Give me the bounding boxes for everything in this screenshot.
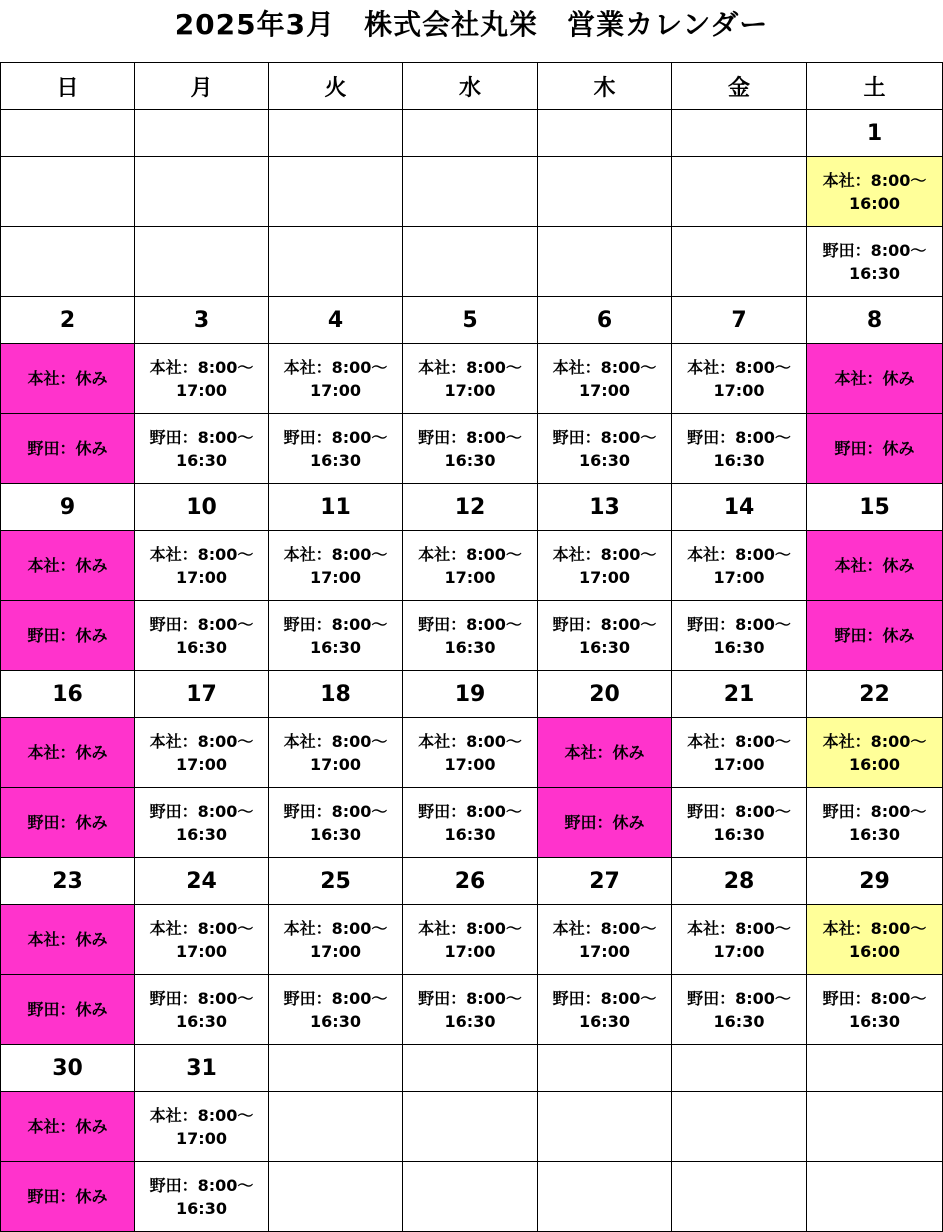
honsha-hours-cell [672, 157, 807, 227]
honsha-hours-cell [1, 718, 135, 788]
honsha-hours-cell [672, 344, 807, 414]
noda-hours-text: 野田：8:00～ 16:30 [149, 801, 254, 844]
weekday-header: 日 [1, 63, 135, 110]
noda-hours-row [1, 788, 943, 858]
noda-hours-text: 野田：8:00～ 16:30 [149, 1175, 254, 1218]
noda-hours-text: 野田：8:00～ 16:30 [418, 427, 522, 470]
date-row [1, 297, 943, 344]
noda-hours-row [1, 414, 943, 484]
honsha-hours-text: 本社：8:00～ 17:00 [283, 544, 388, 587]
noda-hours-cell [538, 1162, 672, 1232]
date-number: 12 [403, 484, 538, 531]
date-number: 10 [135, 484, 269, 531]
honsha-hours-text: 本社：休み [27, 369, 108, 388]
noda-hours-cell [807, 227, 943, 297]
date-number [403, 110, 538, 157]
honsha-hours-cell [538, 905, 672, 975]
noda-hours-cell [807, 414, 943, 484]
noda-hours-text: 野田：8:00～ 16:30 [687, 988, 791, 1031]
noda-hours-cell [269, 975, 403, 1045]
date-number: 6 [538, 297, 672, 344]
honsha-hours-cell [403, 531, 538, 601]
noda-hours-cell [1, 975, 135, 1045]
noda-hours-text: 野田：8:00～ 16:30 [418, 988, 522, 1031]
honsha-hours-row [1, 531, 943, 601]
honsha-hours-row [1, 718, 943, 788]
weekday-header: 水 [403, 63, 538, 110]
honsha-hours-text: 本社：8:00～ 17:00 [149, 731, 254, 774]
noda-hours-text: 野田：休み [27, 626, 108, 645]
noda-hours-cell [538, 788, 672, 858]
weekday-header-row [1, 63, 943, 110]
noda-hours-cell [538, 414, 672, 484]
noda-hours-row [1, 1162, 943, 1232]
honsha-hours-cell [269, 344, 403, 414]
noda-hours-text: 野田：8:00～ 16:30 [687, 427, 791, 470]
honsha-hours-text: 本社：8:00～ 16:00 [822, 731, 927, 774]
honsha-hours-cell [269, 905, 403, 975]
noda-hours-cell [672, 1162, 807, 1232]
noda-hours-cell [135, 975, 269, 1045]
honsha-hours-cell [672, 1092, 807, 1162]
date-row [1, 671, 943, 718]
honsha-hours-cell [538, 344, 672, 414]
noda-hours-cell [135, 788, 269, 858]
noda-hours-cell [403, 414, 538, 484]
noda-hours-text: 野田：8:00～ 16:30 [283, 801, 388, 844]
date-number: 8 [807, 297, 943, 344]
calendar-title: 2025年3月 株式会社丸栄 営業カレンダー [174, 8, 769, 41]
honsha-hours-text: 本社：8:00～ 17:00 [687, 731, 791, 774]
honsha-hours-row [1, 157, 943, 227]
noda-hours-text: 野田：8:00～ 16:30 [149, 614, 254, 657]
noda-hours-text: 野田：8:00～ 16:30 [552, 614, 657, 657]
noda-hours-cell [1, 414, 135, 484]
noda-hours-text: 野田：8:00～ 16:30 [418, 614, 522, 657]
honsha-hours-text: 本社：休み [27, 743, 108, 762]
honsha-hours-text: 本社：休み [27, 556, 108, 575]
date-row [1, 858, 943, 905]
honsha-hours-text: 本社：8:00～ 17:00 [687, 918, 791, 961]
noda-hours-cell [1, 227, 135, 297]
noda-hours-cell [403, 788, 538, 858]
date-number: 2 [1, 297, 135, 344]
date-number: 11 [269, 484, 403, 531]
noda-hours-cell [807, 601, 943, 671]
noda-hours-text: 野田：8:00～ 16:30 [418, 801, 522, 844]
noda-hours-row [1, 601, 943, 671]
noda-hours-text: 野田：8:00～ 16:30 [283, 614, 388, 657]
honsha-hours-cell [1, 1092, 135, 1162]
honsha-hours-cell [1, 344, 135, 414]
noda-hours-cell [269, 601, 403, 671]
noda-hours-text: 野田：8:00～ 16:30 [283, 427, 388, 470]
noda-hours-text: 野田：8:00～ 16:30 [822, 988, 927, 1031]
honsha-hours-text: 本社：8:00～ 17:00 [687, 357, 791, 400]
honsha-hours-cell [135, 157, 269, 227]
honsha-hours-cell [538, 531, 672, 601]
honsha-hours-text: 本社：8:00～ 17:00 [418, 918, 522, 961]
noda-hours-cell [269, 414, 403, 484]
date-number: 4 [269, 297, 403, 344]
honsha-hours-text: 本社：休み [27, 930, 108, 949]
date-number: 5 [403, 297, 538, 344]
honsha-hours-cell [135, 1092, 269, 1162]
honsha-hours-text: 本社：8:00～ 17:00 [418, 357, 522, 400]
date-number [269, 110, 403, 157]
date-number [672, 1045, 807, 1092]
date-number [269, 1045, 403, 1092]
noda-hours-cell [135, 414, 269, 484]
date-number: 28 [672, 858, 807, 905]
noda-hours-text: 野田：8:00～ 16:30 [283, 988, 388, 1031]
date-number [538, 1045, 672, 1092]
noda-hours-cell [672, 788, 807, 858]
honsha-hours-text: 本社：休み [564, 743, 645, 762]
honsha-hours-text: 本社：8:00～ 17:00 [149, 544, 254, 587]
date-number: 29 [807, 858, 943, 905]
noda-hours-text: 野田：8:00～ 16:30 [687, 614, 791, 657]
noda-hours-cell [538, 975, 672, 1045]
honsha-hours-cell [1, 531, 135, 601]
noda-hours-text: 野田：8:00～ 16:30 [822, 240, 927, 283]
honsha-hours-cell [807, 905, 943, 975]
honsha-hours-cell [403, 344, 538, 414]
date-row [1, 484, 943, 531]
honsha-hours-cell [672, 718, 807, 788]
honsha-hours-cell [807, 531, 943, 601]
date-number: 21 [672, 671, 807, 718]
noda-hours-text: 野田：休み [834, 626, 915, 645]
honsha-hours-cell [1, 905, 135, 975]
date-number: 27 [538, 858, 672, 905]
honsha-hours-text: 本社：8:00～ 16:00 [822, 918, 927, 961]
honsha-hours-row [1, 1092, 943, 1162]
honsha-hours-cell [135, 718, 269, 788]
honsha-hours-row [1, 344, 943, 414]
honsha-hours-cell [807, 157, 943, 227]
honsha-hours-row [1, 905, 943, 975]
weekday-header: 金 [672, 63, 807, 110]
date-number: 1 [807, 110, 943, 157]
noda-hours-text: 野田：8:00～ 16:30 [822, 801, 927, 844]
honsha-hours-cell [269, 718, 403, 788]
noda-hours-cell [135, 1162, 269, 1232]
noda-hours-cell [672, 227, 807, 297]
honsha-hours-cell [269, 1092, 403, 1162]
honsha-hours-cell [538, 718, 672, 788]
honsha-hours-cell [403, 905, 538, 975]
honsha-hours-cell [672, 531, 807, 601]
honsha-hours-text: 本社：8:00～ 17:00 [418, 731, 522, 774]
noda-hours-cell [807, 975, 943, 1045]
honsha-hours-text: 本社：8:00～ 17:00 [552, 544, 657, 587]
noda-hours-cell [269, 1162, 403, 1232]
noda-hours-cell [807, 1162, 943, 1232]
noda-hours-text: 野田：8:00～ 16:30 [149, 427, 254, 470]
weekday-header: 月 [135, 63, 269, 110]
date-row [1, 110, 943, 157]
date-number: 9 [1, 484, 135, 531]
noda-hours-cell [135, 227, 269, 297]
date-number: 17 [135, 671, 269, 718]
honsha-hours-text: 本社：8:00～ 17:00 [283, 918, 388, 961]
honsha-hours-cell [1, 157, 135, 227]
honsha-hours-text: 本社：8:00～ 16:00 [822, 170, 927, 213]
noda-hours-cell [269, 227, 403, 297]
noda-hours-cell [403, 975, 538, 1045]
weekday-header: 土 [807, 63, 943, 110]
honsha-hours-text: 本社：8:00～ 17:00 [552, 918, 657, 961]
noda-hours-text: 野田：8:00～ 16:30 [149, 988, 254, 1031]
noda-hours-cell [672, 601, 807, 671]
date-number: 26 [403, 858, 538, 905]
noda-hours-text: 野田：休み [27, 439, 108, 458]
noda-hours-row [1, 975, 943, 1045]
date-number: 3 [135, 297, 269, 344]
noda-hours-text: 野田：8:00～ 16:30 [552, 988, 657, 1031]
date-number: 31 [135, 1045, 269, 1092]
honsha-hours-cell [269, 157, 403, 227]
date-number [135, 110, 269, 157]
date-number: 24 [135, 858, 269, 905]
date-number [672, 110, 807, 157]
noda-hours-text: 野田：8:00～ 16:30 [687, 801, 791, 844]
date-number: 30 [1, 1045, 135, 1092]
noda-hours-row [1, 227, 943, 297]
weekday-header: 火 [269, 63, 403, 110]
date-number: 23 [1, 858, 135, 905]
noda-hours-cell [269, 788, 403, 858]
noda-hours-text: 野田：8:00～ 16:30 [552, 427, 657, 470]
date-number: 14 [672, 484, 807, 531]
noda-hours-cell [135, 601, 269, 671]
date-number [538, 110, 672, 157]
noda-hours-cell [807, 788, 943, 858]
honsha-hours-text: 本社：8:00～ 17:00 [149, 918, 254, 961]
honsha-hours-text: 本社：休み [27, 1117, 108, 1136]
calendar-table [0, 62, 943, 1232]
date-number [403, 1045, 538, 1092]
honsha-hours-text: 本社：8:00～ 17:00 [149, 357, 254, 400]
honsha-hours-text: 本社：8:00～ 17:00 [418, 544, 522, 587]
honsha-hours-text: 本社：8:00～ 17:00 [283, 731, 388, 774]
honsha-hours-cell [538, 157, 672, 227]
date-row [1, 1045, 943, 1092]
date-number: 25 [269, 858, 403, 905]
honsha-hours-text: 本社：8:00～ 17:00 [687, 544, 791, 587]
noda-hours-text: 野田：休み [834, 439, 915, 458]
date-number: 16 [1, 671, 135, 718]
honsha-hours-cell [135, 344, 269, 414]
noda-hours-cell [403, 227, 538, 297]
noda-hours-cell [403, 1162, 538, 1232]
noda-hours-cell [1, 788, 135, 858]
noda-hours-text: 野田：休み [27, 813, 108, 832]
date-number: 20 [538, 671, 672, 718]
date-number: 19 [403, 671, 538, 718]
honsha-hours-cell [807, 344, 943, 414]
honsha-hours-cell [672, 905, 807, 975]
honsha-hours-text: 本社：8:00～ 17:00 [283, 357, 388, 400]
noda-hours-cell [672, 975, 807, 1045]
honsha-hours-cell [135, 531, 269, 601]
date-number: 15 [807, 484, 943, 531]
honsha-hours-cell [403, 157, 538, 227]
date-number: 22 [807, 671, 943, 718]
noda-hours-cell [538, 601, 672, 671]
honsha-hours-text: 本社：8:00～ 17:00 [149, 1105, 254, 1148]
date-number [807, 1045, 943, 1092]
noda-hours-cell [1, 1162, 135, 1232]
noda-hours-cell [403, 601, 538, 671]
noda-hours-text: 野田：休み [27, 1187, 108, 1206]
honsha-hours-text: 本社：8:00～ 17:00 [552, 357, 657, 400]
honsha-hours-cell [403, 718, 538, 788]
honsha-hours-cell [135, 905, 269, 975]
honsha-hours-text: 本社：休み [834, 369, 915, 388]
weekday-header: 木 [538, 63, 672, 110]
honsha-hours-cell [538, 1092, 672, 1162]
honsha-hours-text: 本社：休み [834, 556, 915, 575]
date-number [1, 110, 135, 157]
date-number: 18 [269, 671, 403, 718]
noda-hours-cell [538, 227, 672, 297]
noda-hours-text: 野田：休み [564, 813, 645, 832]
honsha-hours-cell [403, 1092, 538, 1162]
date-number: 13 [538, 484, 672, 531]
noda-hours-text: 野田：休み [27, 1000, 108, 1019]
noda-hours-cell [672, 414, 807, 484]
honsha-hours-cell [807, 718, 943, 788]
date-number: 7 [672, 297, 807, 344]
honsha-hours-cell [269, 531, 403, 601]
noda-hours-cell [1, 601, 135, 671]
honsha-hours-cell [807, 1092, 943, 1162]
